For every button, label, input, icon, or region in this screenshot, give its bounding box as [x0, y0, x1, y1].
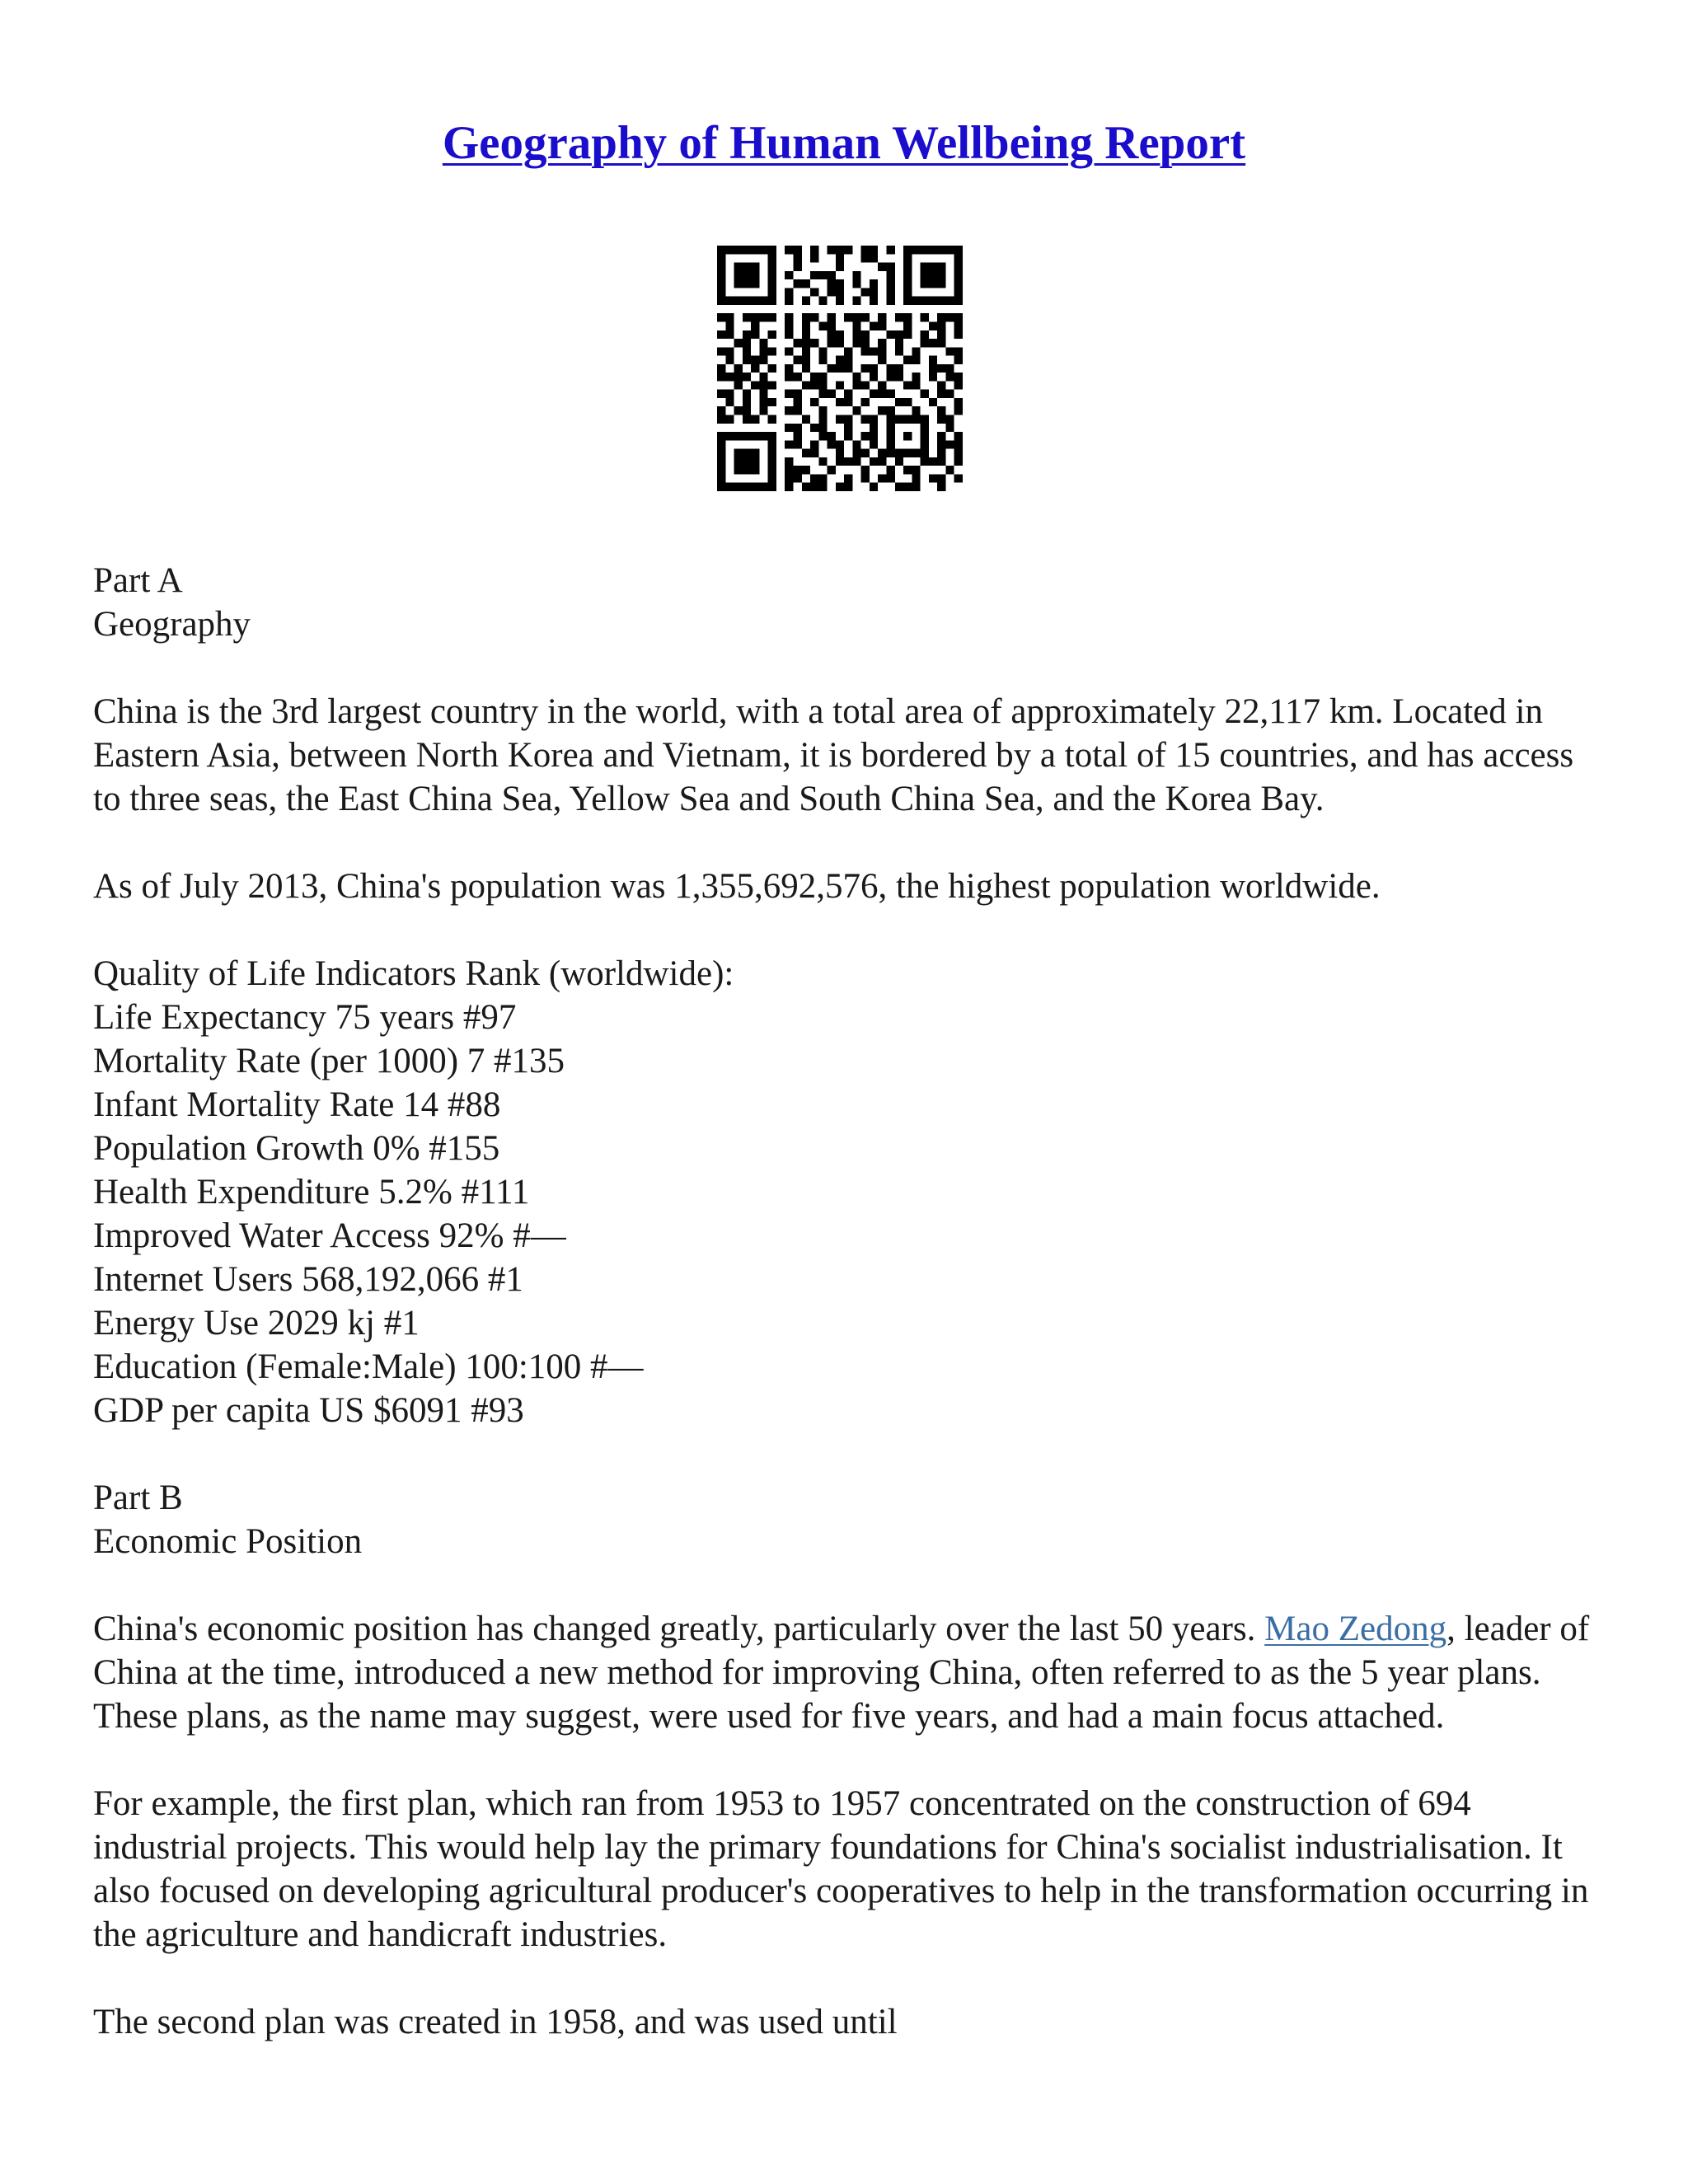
part-a-heading: Geography — [93, 605, 251, 644]
part-b-paragraph-1-text-cont: , leader of China at the time, introduced a new method for improving China, often referred to as the 5 year plans. These plans, as the name may suggest, were used for five years, and had a main focus attached. — [93, 1610, 1590, 1736]
indicator-line: Population Growth 0% #155 — [93, 1129, 500, 1168]
part-b-paragraph-2: For example, the first plan, which ran from 1953 to 1957 concentrated on the construction of 694 industrial projects. This would help lay the primary foundations for China's socialist industrialisation. It also focused on developing agricultural producer's cooperatives to help in the transformation occurring in the agriculture and handicraft industries. — [93, 1784, 1589, 1954]
part-a-paragraph-2: As of July 2013, China's population was 1,355,692,576, the highest population worldwide. — [93, 867, 1381, 906]
indicator-line: Internet Users 568,192,066 #1 — [93, 1260, 523, 1299]
mao-zedong-link[interactable]: Mao Zedong — [1264, 1610, 1447, 1648]
part-b-paragraph-1-text: China's economic position has changed greatly, particularly over the last 50 years. — [93, 1610, 1265, 1648]
part-b-paragraph-1 — [93, 1607, 1601, 1738]
qr-code-icon — [717, 246, 963, 491]
document-body — [93, 559, 1601, 2088]
indicator-line: Infant Mortality Rate 14 #88 — [93, 1085, 501, 1124]
part-a-paragraph-1: China is the 3rd largest country in the world, with a total area of approximately 22,117 km. Located in Eastern Asia, between North Korea and Vietnam, it is bordered by a total of 15 countries, and has access to three seas, the East China Sea, Yellow Sea and South China Sea, and the Korea Bay. — [93, 692, 1574, 818]
indicators-heading: Quality of Life Indicators Rank (worldwide): — [93, 954, 734, 993]
indicator-line: Education (Female:Male) 100:100 #— — [93, 1347, 644, 1386]
indicator-line: Energy Use 2029 kj #1 — [93, 1304, 420, 1343]
page-title — [0, 115, 1688, 171]
indicators-block — [93, 952, 1601, 1432]
title-link[interactable]: Geography of Human Wellbeing Report — [442, 117, 1246, 169]
part-b-header — [93, 1476, 1601, 1563]
indicator-line: Health Expenditure 5.2% #111 — [93, 1173, 530, 1212]
indicator-line: Life Expectancy 75 years #97 — [93, 998, 517, 1037]
part-b-paragraph-3: The second plan was created in 1958, and was used until — [93, 2003, 898, 2041]
part-b-label: Part B — [93, 1479, 183, 1517]
part-a-header — [93, 559, 1601, 646]
indicator-line: Mortality Rate (per 1000) 7 #135 — [93, 1042, 565, 1080]
indicator-line: Improved Water Access 92% #— — [93, 1216, 566, 1255]
part-a-label: Part A — [93, 561, 183, 600]
indicator-line: GDP per capita US $6091 #93 — [93, 1391, 524, 1430]
part-b-heading: Economic Position — [93, 1522, 363, 1561]
